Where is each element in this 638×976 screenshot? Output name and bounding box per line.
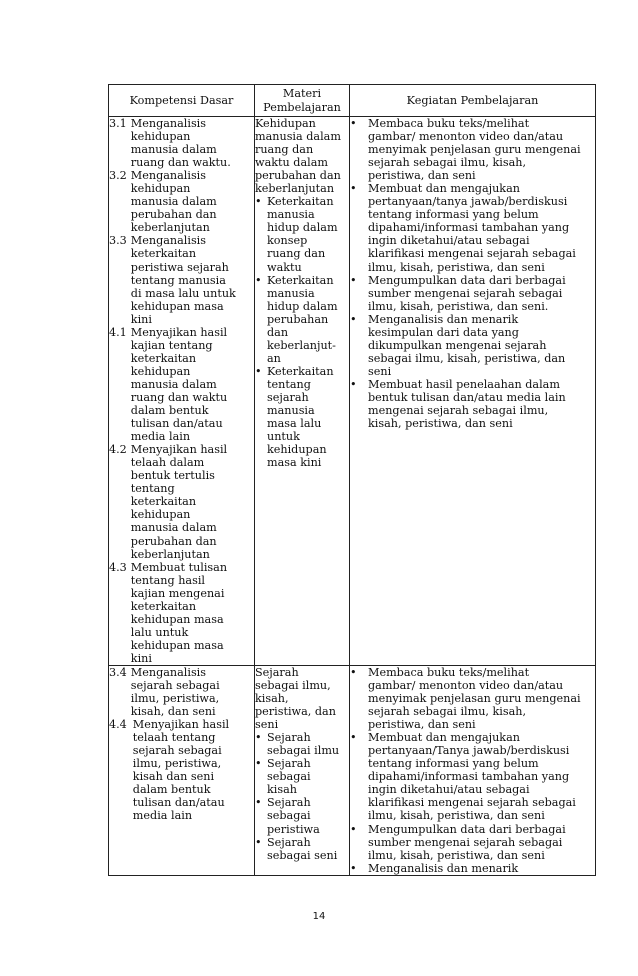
kompetensi-number: 4.2 xyxy=(109,443,127,457)
text-line: konsep xyxy=(267,234,308,248)
text-line: tulisan dan/atau xyxy=(130,417,223,431)
text-line: ilmu, kisah, peristiwa, dan seni xyxy=(368,809,545,823)
text-line: sejarah xyxy=(267,390,309,404)
text-line: manusia xyxy=(267,286,315,300)
text-line: sejarah sebagai ilmu, kisah, xyxy=(368,156,527,170)
text-line: Menganalisis xyxy=(130,169,207,183)
kegiatan-bullet-text xyxy=(368,378,566,430)
text-line: ilmu, peristiwa, xyxy=(130,692,220,706)
kegiatan-bullet-item xyxy=(350,313,595,378)
materi-intro xyxy=(255,117,349,195)
kompetensi-number: 4.3 xyxy=(109,560,127,574)
materi-bullet-item xyxy=(255,731,349,757)
bullet-icon: • xyxy=(350,861,357,875)
text-line: tentang xyxy=(267,377,311,391)
bullet-icon: • xyxy=(255,796,262,810)
text-line: peristiwa xyxy=(267,822,320,836)
text-line: menyimak penjelasan guru mengenai xyxy=(368,692,581,706)
kompetensi-number: 3.3 xyxy=(109,234,127,248)
text-line: Menyajikan hasil xyxy=(130,325,228,339)
text-line: Sejarah xyxy=(267,731,311,745)
text-line: sebagai ilmu xyxy=(267,744,340,758)
header-kompetensi-dasar: Kompetensi Dasar xyxy=(109,85,255,117)
text-line: kesimpulan dari data yang xyxy=(368,325,519,339)
materi-bullet-text xyxy=(267,195,338,273)
text-line: seni xyxy=(368,364,392,378)
text-line: Menyajikan hasil xyxy=(130,443,228,457)
kegiatan-bullet-item xyxy=(350,182,595,273)
text-line: hidup dalam xyxy=(267,221,338,235)
text-line: gambar/ menonton video dan/atau xyxy=(368,679,564,693)
text-line: media lain xyxy=(130,430,191,444)
text-line: Membaca buku teks/melihat xyxy=(368,117,530,130)
text-line: sebagai ilmu, xyxy=(255,679,331,693)
text-line: Keterkaitan xyxy=(267,364,334,378)
kompetensi-dasar-cell xyxy=(109,665,255,875)
text-line: kini xyxy=(130,651,152,665)
text-line: tulisan dan/atau xyxy=(132,796,225,810)
text-line: sumber mengenai sejarah sebagai xyxy=(368,835,563,849)
text-line: kajian mengenai xyxy=(130,586,225,600)
text-line: Mengumpulkan data dari berbagai xyxy=(368,273,566,287)
materi-bullet-text xyxy=(267,731,339,757)
text-line: kehidupan xyxy=(130,364,191,378)
text-line: Kehidupan xyxy=(255,117,316,130)
header-materi-pembelajaran: Materi Pembelajaran xyxy=(255,85,350,117)
materi-bullet-item xyxy=(255,274,349,365)
bullet-icon: • xyxy=(350,273,357,287)
text-line: sumber mengenai sejarah sebagai xyxy=(368,286,563,300)
kegiatan-bullet-item xyxy=(350,862,595,875)
text-line: Keterkaitan xyxy=(267,195,334,209)
text-line: Menganalisis dan menarik xyxy=(368,861,519,875)
text-line: kisah, peristiwa, dan seni xyxy=(368,417,513,431)
text-line: klarifikasi mengenai sejarah sebagai xyxy=(368,796,576,810)
text-line: ingin diketahui/atau sebagai xyxy=(368,234,530,248)
bullet-icon: • xyxy=(350,665,357,679)
kompetensi-item xyxy=(109,326,254,443)
text-line: ruang dan waktu. xyxy=(130,156,231,170)
text-line: manusia dalam xyxy=(130,143,217,157)
text-line: menyimak penjelasan guru mengenai xyxy=(368,143,581,157)
text-line: an xyxy=(267,351,281,365)
text-line: keterkaitan xyxy=(130,599,197,613)
text-line: seni xyxy=(255,718,279,732)
text-line: perubahan xyxy=(267,312,329,326)
kompetensi-item xyxy=(109,234,254,325)
text-line: Membuat dan mengajukan xyxy=(368,731,520,745)
materi-bullet-item xyxy=(255,836,349,862)
text-line: sejarah sebagai ilmu, kisah, xyxy=(368,705,527,719)
text-line: dalam bentuk xyxy=(130,404,209,418)
text-line: keberlanjutan xyxy=(255,182,335,196)
text-line: tentang manusia xyxy=(130,273,226,287)
bullet-icon: • xyxy=(255,364,262,378)
text-line: kehidupan masa xyxy=(130,612,224,626)
table-row xyxy=(109,665,596,875)
text-line: bentuk tertulis xyxy=(130,469,215,483)
text-line: dikumpulkan mengenai sejarah xyxy=(368,338,547,352)
text-line: perubahan dan xyxy=(130,534,217,548)
text-line: keberlanjutan xyxy=(130,221,210,235)
bullet-icon: • xyxy=(350,182,357,196)
kompetensi-item xyxy=(109,169,254,234)
text-line: telaah tentang xyxy=(132,731,216,745)
text-line: sebagai xyxy=(267,809,311,823)
kegiatan-bullet-item xyxy=(350,823,595,862)
kegiatan-bullet-text xyxy=(368,666,581,731)
text-line: manusia dalam xyxy=(130,377,217,391)
kegiatan-bullet-item xyxy=(350,378,595,430)
text-line: kehidupan xyxy=(130,508,191,522)
text-line: dan xyxy=(267,325,289,339)
text-line: masa lalu xyxy=(267,417,322,431)
materi-bullet-text xyxy=(267,836,337,862)
text-line: lalu untuk xyxy=(130,625,189,639)
text-line: Membuat hasil penelaahan dalam xyxy=(368,377,560,391)
text-line: kini xyxy=(130,312,152,326)
text-line: masa kini xyxy=(267,456,322,470)
kegiatan-pembelajaran-cell xyxy=(350,665,596,875)
text-line: di masa lalu untuk xyxy=(130,286,236,300)
text-line: Keterkaitan xyxy=(267,273,334,287)
text-line: ilmu, kisah, peristiwa, dan seni xyxy=(368,260,545,274)
table-header-row xyxy=(109,85,596,117)
text-line: kehidupan xyxy=(130,182,191,196)
text-line: ruang dan waktu xyxy=(130,390,228,404)
text-line: Membuat tulisan xyxy=(130,560,228,574)
text-line: perubahan dan xyxy=(130,208,217,222)
kegiatan-bullet-item xyxy=(350,731,595,822)
text-line: manusia xyxy=(267,208,315,222)
text-line: keterkaitan xyxy=(130,247,197,261)
text-line: telaah dalam xyxy=(130,456,205,470)
text-line: waktu dalam xyxy=(255,156,328,170)
kompetensi-item xyxy=(109,718,254,822)
text-line: Menyajikan hasil xyxy=(132,718,230,732)
text-line: sebagai xyxy=(267,770,311,784)
kegiatan-bullet-item xyxy=(350,666,595,731)
learning-plan-table xyxy=(108,84,596,876)
bullet-icon: • xyxy=(350,117,357,130)
text-line: sejarah sebagai xyxy=(130,679,220,693)
text-line: manusia dalam xyxy=(255,130,341,144)
bullet-icon: • xyxy=(350,731,357,745)
text-line: peristiwa, dan seni xyxy=(368,718,476,732)
text-line: Sejarah xyxy=(267,835,311,849)
text-line: peristiwa, dan seni xyxy=(368,169,476,183)
text-line: Mengumpulkan data dari berbagai xyxy=(368,822,566,836)
text-line: Membuat dan mengajukan xyxy=(368,182,520,196)
text-line: hidup dalam xyxy=(267,299,338,313)
text-line: ilmu, peristiwa, xyxy=(132,757,222,771)
text-line: media lain xyxy=(132,809,193,823)
text-line: kehidupan xyxy=(267,443,327,457)
materi-bullet-text xyxy=(267,796,320,835)
text-line: waktu xyxy=(267,260,302,274)
materi-bullet-item xyxy=(255,195,349,273)
kompetensi-item xyxy=(109,117,254,169)
text-line: keterkaitan xyxy=(130,495,197,509)
text-line: pertanyaan/tanya jawab/berdiskusi xyxy=(368,195,568,209)
text-line: gambar/ menonton video dan/atau xyxy=(368,130,564,144)
text-line: peristiwa sejarah xyxy=(130,260,229,274)
bullet-icon: • xyxy=(255,731,262,745)
text-line: tentang hasil xyxy=(130,573,205,587)
bullet-icon: • xyxy=(350,312,357,326)
text-line: Sejarah xyxy=(267,796,311,810)
text-line: kehidupan masa xyxy=(130,299,224,313)
text-line: keterkaitan xyxy=(130,351,197,365)
text-line: kisah xyxy=(267,783,297,797)
kompetensi-text xyxy=(127,718,229,822)
kompetensi-text xyxy=(127,561,227,665)
text-line: peristiwa, dan xyxy=(255,705,336,719)
kegiatan-bullet-text xyxy=(368,731,576,822)
materi-bullet-item xyxy=(255,757,349,796)
kompetensi-text xyxy=(127,169,217,234)
text-line: mengenai sejarah sebagai ilmu, xyxy=(368,404,549,418)
text-line: manusia dalam xyxy=(130,521,217,535)
text-line: klarifikasi mengenai sejarah sebagai xyxy=(368,247,576,261)
materi-bullet-text xyxy=(267,365,334,469)
kegiatan-bullet-text xyxy=(368,313,565,378)
text-line: keberlanjutan xyxy=(130,547,210,561)
text-line: sejarah sebagai xyxy=(132,744,222,758)
text-line: Sejarah xyxy=(267,757,311,771)
text-line: perubahan dan xyxy=(255,169,341,183)
kegiatan-bullet-text xyxy=(368,862,518,875)
materi-bullet-item xyxy=(255,365,349,469)
text-line: tentang informasi yang belum xyxy=(368,757,539,771)
kompetensi-number: 3.1 xyxy=(109,117,127,130)
kegiatan-bullet-item xyxy=(350,274,595,313)
bullet-icon: • xyxy=(255,273,262,287)
text-line: bentuk tulisan dan/atau media lain xyxy=(368,390,566,404)
text-line: kisah dan seni xyxy=(132,770,215,784)
kompetensi-number: 4.4 xyxy=(109,718,127,732)
kompetensi-item xyxy=(109,443,254,560)
kegiatan-bullet-text xyxy=(368,274,566,313)
materi-intro xyxy=(255,666,349,731)
kompetensi-text xyxy=(127,117,231,169)
text-line: dipahami/informasi tambahan yang xyxy=(368,221,570,235)
kompetensi-dasar-cell xyxy=(109,117,255,666)
bullet-icon: • xyxy=(350,377,357,391)
text-line: Menganalisis xyxy=(130,665,207,679)
text-line: untuk xyxy=(267,430,300,444)
kompetensi-text xyxy=(127,234,236,325)
materi-bullet-text xyxy=(267,757,311,796)
table-body xyxy=(109,117,596,876)
text-line: dalam bentuk xyxy=(132,783,211,797)
kompetensi-number: 4.1 xyxy=(109,325,127,339)
kompetensi-text xyxy=(127,443,227,560)
text-line: pertanyaan/Tanya jawab/berdiskusi xyxy=(368,744,570,758)
text-line: kehidupan masa xyxy=(130,638,224,652)
text-line: sebagai seni xyxy=(267,848,338,862)
bullet-icon: • xyxy=(255,835,262,849)
kegiatan-bullet-text xyxy=(368,117,581,182)
table-row xyxy=(109,117,596,666)
text-line: ilmu, kisah, peristiwa, dan seni xyxy=(368,848,545,862)
text-line: tentang xyxy=(130,482,175,496)
materi-pembelajaran-cell xyxy=(255,117,350,666)
text-line: ruang dan xyxy=(267,247,326,261)
kompetensi-text xyxy=(127,326,227,443)
kompetensi-number: 3.2 xyxy=(109,169,127,183)
text-line: Menganalisis xyxy=(130,234,207,248)
text-line: Membaca buku teks/melihat xyxy=(368,665,530,679)
text-line: tentang informasi yang belum xyxy=(368,208,539,222)
bullet-icon: • xyxy=(255,757,262,771)
text-line: Menganalisis xyxy=(130,117,207,130)
materi-pembelajaran-cell xyxy=(255,665,350,875)
text-line: kajian tentang xyxy=(130,338,213,352)
header-kegiatan-pembelajaran: Kegiatan Pembelajaran xyxy=(350,85,596,117)
text-line: manusia xyxy=(267,404,315,418)
text-line: kisah, dan seni xyxy=(130,705,216,719)
materi-bullet-item xyxy=(255,796,349,835)
kegiatan-bullet-text xyxy=(368,823,566,862)
text-line: kisah, xyxy=(255,692,289,706)
text-line: ingin diketahui/atau sebagai xyxy=(368,783,530,797)
kegiatan-bullet-text xyxy=(368,182,576,273)
text-line: kehidupan xyxy=(130,130,191,144)
text-line: manusia dalam xyxy=(130,195,217,209)
text-line: sebagai ilmu, kisah, peristiwa, dan xyxy=(368,351,566,365)
kegiatan-bullet-item xyxy=(350,117,595,182)
text-line: ilmu, kisah, peristiwa, dan seni. xyxy=(368,299,549,313)
text-line: Sejarah xyxy=(255,665,299,679)
text-line: ruang dan xyxy=(255,143,314,157)
kompetensi-item xyxy=(109,666,254,718)
text-line: dipahami/informasi tambahan yang xyxy=(368,770,570,784)
bullet-icon: • xyxy=(350,822,357,836)
page-number: 14 xyxy=(312,911,326,922)
kompetensi-number: 3.4 xyxy=(109,665,127,679)
materi-bullet-text xyxy=(267,274,338,365)
text-line: Menganalisis dan menarik xyxy=(368,312,519,326)
kompetensi-item xyxy=(109,561,254,665)
kompetensi-text xyxy=(127,666,220,718)
bullet-icon: • xyxy=(255,195,262,209)
kegiatan-pembelajaran-cell xyxy=(350,117,596,666)
text-line: keberlanjut- xyxy=(267,338,336,352)
